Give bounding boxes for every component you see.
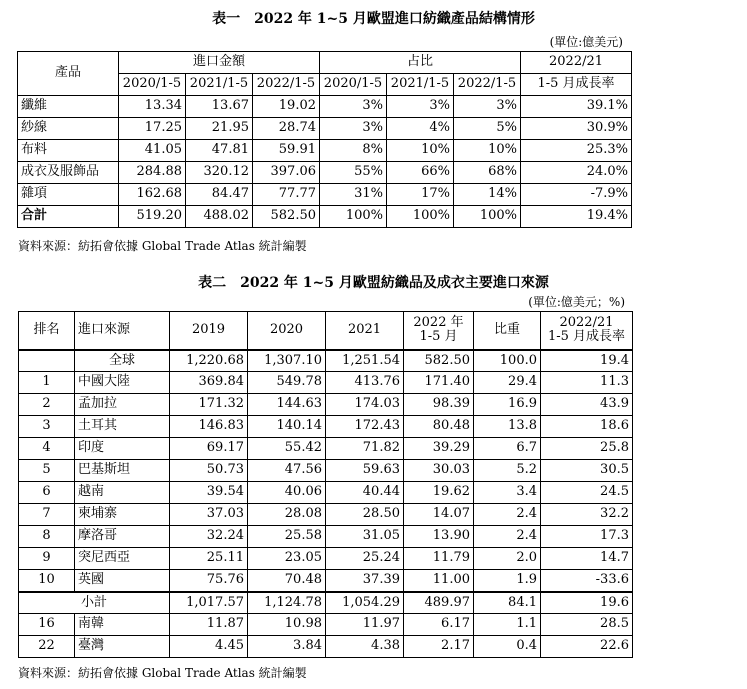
cell-growth: 30.9% [521, 118, 632, 140]
subtotal-row [19, 592, 633, 614]
cell-y2021: 59.63 [326, 460, 404, 482]
cell-y2022: 30.03 [404, 460, 474, 482]
rank: 2 [19, 394, 75, 416]
cell-y2020: 1,124.78 [248, 592, 326, 614]
table-row [18, 162, 632, 184]
cell-y2021: 174.03 [326, 394, 404, 416]
header-2022-line2: 1-5 月 [419, 329, 458, 345]
cell-s2021: 100% [387, 206, 454, 228]
rank: 5 [19, 460, 75, 482]
cell-s2022: 10% [454, 140, 521, 162]
cell-s2022: 14% [454, 184, 521, 206]
subtotal-label: 小計 [19, 592, 170, 614]
cell-a2021: 21.95 [186, 118, 253, 140]
cell-y2020: 28.08 [248, 504, 326, 526]
cell-y2022: 2.17 [404, 636, 474, 658]
cell-growth: 39.1% [521, 96, 632, 118]
header-2020: 2020 [248, 312, 326, 350]
header-growth-line2: 1-5 月成長率 [521, 74, 632, 96]
origin: 巴基斯坦 [75, 460, 170, 482]
cell-y2020: 23.05 [248, 548, 326, 570]
table2-title: 表二 2022 年 1~5 月歐盟紡織品及成衣主要進口來源 [198, 275, 549, 291]
table-row [19, 614, 633, 636]
cell-growth: 25.8 [541, 438, 633, 460]
table-row [19, 394, 633, 416]
cell-y2022: 14.07 [404, 504, 474, 526]
rank [19, 350, 75, 372]
cell-y2021: 28.50 [326, 504, 404, 526]
cell-s2020: 3% [320, 96, 387, 118]
cell-s2020: 55% [320, 162, 387, 184]
header-2022 [404, 312, 474, 350]
rank: 1 [19, 372, 75, 394]
cell-y2021: 40.44 [326, 482, 404, 504]
table-row [19, 636, 633, 658]
cell-a2022: 59.91 [253, 140, 320, 162]
cell-a2020: 284.88 [119, 162, 186, 184]
cell-y2021: 31.05 [326, 526, 404, 548]
table1-unit: (單位:億美元) [549, 35, 623, 49]
header-rank: 排名 [19, 312, 75, 350]
rank: 10 [19, 570, 75, 592]
cell-y2021: 172.43 [326, 416, 404, 438]
table1-title: 表一 2022 年 1~5 月歐盟進口紡織產品結構情形 [212, 11, 535, 27]
header-period: 2020/1-5 [119, 74, 186, 96]
table1 [17, 51, 632, 228]
cell-y2021: 1,054.29 [326, 592, 404, 614]
cell-s2020: 3% [320, 118, 387, 140]
cell-share: 16.9 [474, 394, 541, 416]
cell-s2021: 10% [387, 140, 454, 162]
cell-s2022: 5% [454, 118, 521, 140]
cell-y2020: 140.14 [248, 416, 326, 438]
header-share: 占比 [320, 52, 521, 74]
origin: 柬埔寨 [75, 504, 170, 526]
table-row [19, 504, 633, 526]
origin: 摩洛哥 [75, 526, 170, 548]
cell-s2020: 100% [320, 206, 387, 228]
origin: 中國大陸 [75, 372, 170, 394]
product-name: 成衣及服飾品 [18, 162, 119, 184]
origin: 孟加拉 [75, 394, 170, 416]
cell-share: 13.8 [474, 416, 541, 438]
header-growth-line2: 1-5 月成長率 [547, 329, 626, 345]
product-name: 纖維 [18, 96, 119, 118]
cell-share: 2.0 [474, 548, 541, 570]
cell-y2022: 98.39 [404, 394, 474, 416]
table-row [19, 548, 633, 570]
cell-y2019: 69.17 [170, 438, 248, 460]
table-row [19, 570, 633, 592]
origin: 英國 [75, 570, 170, 592]
cell-y2020: 25.58 [248, 526, 326, 548]
origin: 全球 [75, 350, 170, 372]
header-share: 比重 [474, 312, 541, 350]
cell-y2020: 70.48 [248, 570, 326, 592]
header-growth-line1: 2022/21 [559, 314, 614, 330]
cell-a2021: 488.02 [186, 206, 253, 228]
rank: 4 [19, 438, 75, 460]
table-row [19, 438, 633, 460]
header-period: 2021/1-5 [387, 74, 454, 96]
header-origin: 進口來源 [75, 312, 170, 350]
cell-a2020: 41.05 [119, 140, 186, 162]
cell-growth: 11.3 [541, 372, 633, 394]
cell-y2019: 11.87 [170, 614, 248, 636]
origin: 南韓 [75, 614, 170, 636]
product-name: 雜項 [18, 184, 119, 206]
cell-growth: 22.6 [541, 636, 633, 658]
cell-y2019: 39.54 [170, 482, 248, 504]
cell-y2021: 25.24 [326, 548, 404, 570]
cell-s2020: 31% [320, 184, 387, 206]
cell-a2022: 397.06 [253, 162, 320, 184]
cell-share: 2.4 [474, 504, 541, 526]
cell-y2020: 3.84 [248, 636, 326, 658]
cell-a2022: 77.77 [253, 184, 320, 206]
table-row [18, 118, 632, 140]
cell-y2021: 11.97 [326, 614, 404, 636]
cell-growth: 14.7 [541, 548, 633, 570]
cell-y2022: 13.90 [404, 526, 474, 548]
origin: 臺灣 [75, 636, 170, 658]
header-growth [541, 312, 633, 350]
cell-a2020: 519.20 [119, 206, 186, 228]
cell-s2022: 68% [454, 162, 521, 184]
table-row [18, 206, 632, 228]
cell-share: 6.7 [474, 438, 541, 460]
product-name: 合計 [18, 206, 119, 228]
origin: 土耳其 [75, 416, 170, 438]
cell-y2020: 47.56 [248, 460, 326, 482]
cell-growth: 18.6 [541, 416, 633, 438]
cell-share: 29.4 [474, 372, 541, 394]
cell-y2022: 39.29 [404, 438, 474, 460]
cell-share: 84.1 [474, 592, 541, 614]
table-row [18, 96, 632, 118]
cell-y2022: 11.79 [404, 548, 474, 570]
cell-y2021: 71.82 [326, 438, 404, 460]
header-2019: 2019 [170, 312, 248, 350]
cell-y2019: 369.84 [170, 372, 248, 394]
cell-s2020: 8% [320, 140, 387, 162]
header-2022-line1: 2022 年 [413, 314, 464, 330]
cell-growth: 19.4% [521, 206, 632, 228]
table-row [19, 350, 633, 372]
table1-source: 資料來源：紡拓會依據 Global Trade Atlas 統計編製 [18, 239, 307, 253]
table2-source: 資料來源：紡拓會依據 Global Trade Atlas 統計編製 [18, 666, 307, 680]
header-2021: 2021 [326, 312, 404, 350]
table-row [19, 482, 633, 504]
cell-y2021: 4.38 [326, 636, 404, 658]
product-name: 紗線 [18, 118, 119, 140]
header-period: 2022/1-5 [253, 74, 320, 96]
cell-y2019: 1,017.57 [170, 592, 248, 614]
cell-y2022: 582.50 [404, 350, 474, 372]
cell-s2021: 66% [387, 162, 454, 184]
cell-a2022: 19.02 [253, 96, 320, 118]
cell-growth: 25.3% [521, 140, 632, 162]
cell-y2020: 549.78 [248, 372, 326, 394]
header-growth-line1: 2022/21 [521, 52, 632, 74]
table-row [19, 372, 633, 394]
cell-growth: 43.9 [541, 394, 633, 416]
rank: 9 [19, 548, 75, 570]
cell-a2020: 13.34 [119, 96, 186, 118]
cell-y2019: 75.76 [170, 570, 248, 592]
origin: 突尼西亞 [75, 548, 170, 570]
cell-y2021: 413.76 [326, 372, 404, 394]
cell-a2021: 47.81 [186, 140, 253, 162]
cell-y2021: 37.39 [326, 570, 404, 592]
cell-y2022: 11.00 [404, 570, 474, 592]
cell-s2021: 3% [387, 96, 454, 118]
cell-growth: 19.6 [541, 592, 633, 614]
cell-y2019: 146.83 [170, 416, 248, 438]
cell-y2019: 1,220.68 [170, 350, 248, 372]
cell-share: 100.0 [474, 350, 541, 372]
cell-y2022: 19.62 [404, 482, 474, 504]
table-row [18, 184, 632, 206]
cell-y2019: 4.45 [170, 636, 248, 658]
header-import-amount: 進口金額 [119, 52, 320, 74]
cell-share: 5.2 [474, 460, 541, 482]
rank: 6 [19, 482, 75, 504]
cell-s2022: 3% [454, 96, 521, 118]
cell-growth: 30.5 [541, 460, 633, 482]
table-row [19, 416, 633, 438]
table-row [18, 140, 632, 162]
cell-growth: 24.0% [521, 162, 632, 184]
cell-y2019: 32.24 [170, 526, 248, 548]
cell-growth: 32.2 [541, 504, 633, 526]
cell-y2019: 171.32 [170, 394, 248, 416]
cell-y2019: 50.73 [170, 460, 248, 482]
cell-y2019: 37.03 [170, 504, 248, 526]
cell-y2022: 6.17 [404, 614, 474, 636]
cell-growth: 17.3 [541, 526, 633, 548]
cell-growth: 24.5 [541, 482, 633, 504]
cell-a2021: 13.67 [186, 96, 253, 118]
cell-y2020: 10.98 [248, 614, 326, 636]
cell-a2020: 17.25 [119, 118, 186, 140]
cell-share: 1.1 [474, 614, 541, 636]
product-name: 布料 [18, 140, 119, 162]
cell-share: 0.4 [474, 636, 541, 658]
cell-y2022: 489.97 [404, 592, 474, 614]
cell-share: 3.4 [474, 482, 541, 504]
cell-a2020: 162.68 [119, 184, 186, 206]
cell-y2019: 25.11 [170, 548, 248, 570]
cell-y2022: 80.48 [404, 416, 474, 438]
rank: 22 [19, 636, 75, 658]
cell-y2020: 40.06 [248, 482, 326, 504]
origin: 越南 [75, 482, 170, 504]
header-period: 2022/1-5 [454, 74, 521, 96]
cell-share: 1.9 [474, 570, 541, 592]
rank: 3 [19, 416, 75, 438]
cell-share: 2.4 [474, 526, 541, 548]
cell-y2020: 1,307.10 [248, 350, 326, 372]
cell-y2020: 144.63 [248, 394, 326, 416]
header-period: 2021/1-5 [186, 74, 253, 96]
cell-growth: -7.9% [521, 184, 632, 206]
cell-s2021: 4% [387, 118, 454, 140]
cell-y2022: 171.40 [404, 372, 474, 394]
cell-s2022: 100% [454, 206, 521, 228]
cell-growth: -33.6 [541, 570, 633, 592]
cell-growth: 28.5 [541, 614, 633, 636]
cell-a2022: 582.50 [253, 206, 320, 228]
rank: 16 [19, 614, 75, 636]
cell-a2021: 320.12 [186, 162, 253, 184]
header-product: 產品 [18, 52, 119, 96]
cell-a2021: 84.47 [186, 184, 253, 206]
table2-unit: (單位:億美元；%) [528, 295, 625, 309]
table2 [18, 311, 633, 658]
header-period: 2020/1-5 [320, 74, 387, 96]
table-row [19, 526, 633, 548]
cell-y2021: 1,251.54 [326, 350, 404, 372]
cell-s2021: 17% [387, 184, 454, 206]
table-row [19, 460, 633, 482]
cell-growth: 19.4 [541, 350, 633, 372]
rank: 7 [19, 504, 75, 526]
cell-y2020: 55.42 [248, 438, 326, 460]
cell-a2022: 28.74 [253, 118, 320, 140]
rank: 8 [19, 526, 75, 548]
origin: 印度 [75, 438, 170, 460]
